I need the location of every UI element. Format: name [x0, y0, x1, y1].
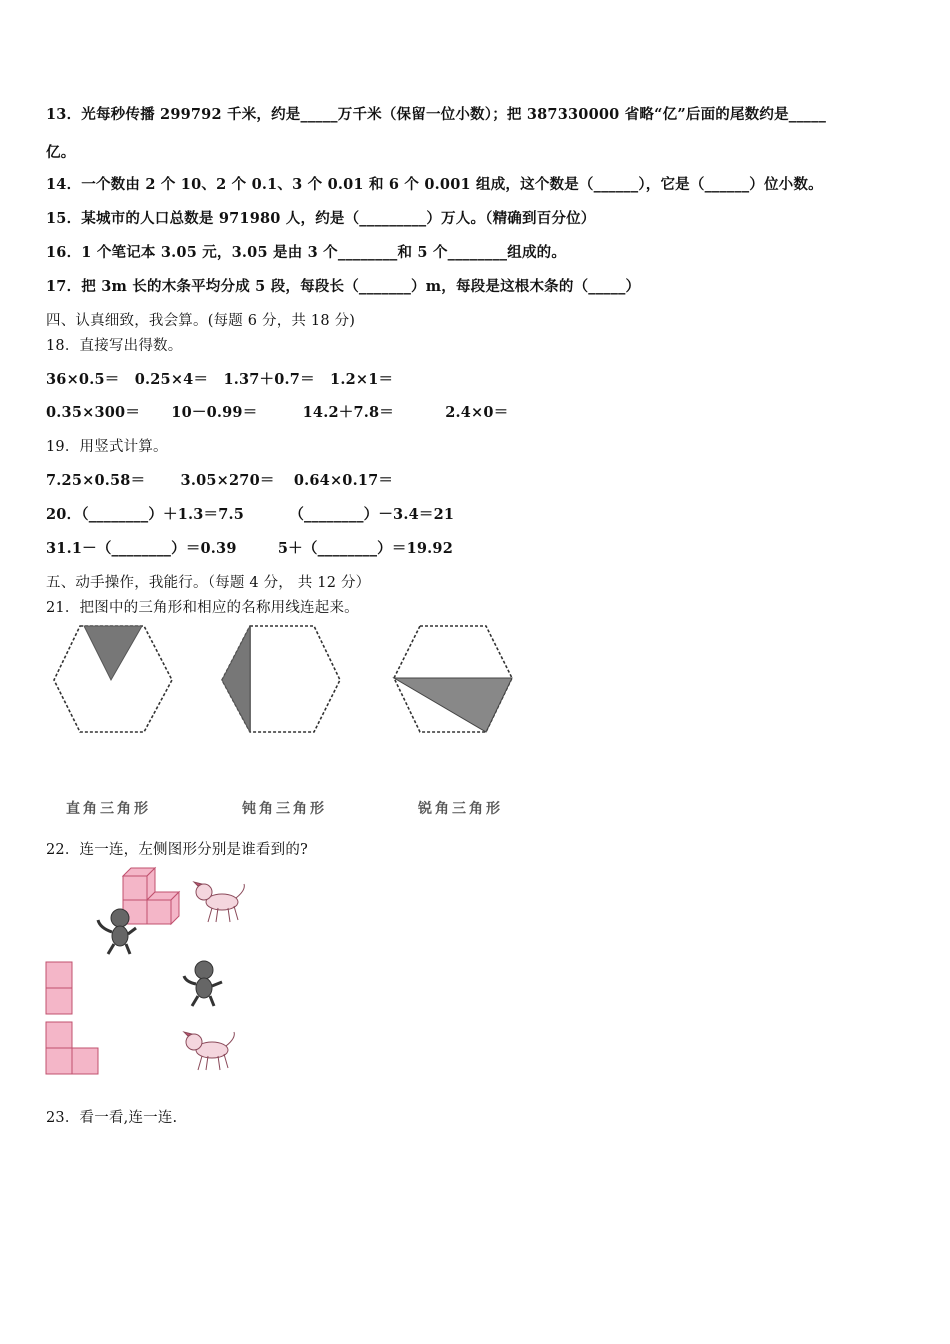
q19-title: 19．用竖式计算。 [46, 439, 168, 455]
q19-expr: 0.64×0.17＝ [293, 472, 394, 489]
hexagon-figure-acute-triangle [388, 622, 518, 734]
label-obtuse-triangle: 钝角三角形 [242, 801, 327, 817]
q17: 17．把 3m 长的木条平均分成 5 段，每段长（_______）m，每段是这根木条的（_____） [46, 278, 641, 295]
q20-expr: 5＋（________）＝19.92 [277, 540, 453, 557]
q23-title: 23．看一看,连一连. [46, 1110, 178, 1126]
q18-expr: 2.4×0＝ [445, 404, 509, 421]
side-view-l-shape [44, 1020, 102, 1076]
q20-expr: 20．（________）＋1.3＝7.5 [46, 506, 245, 523]
q19-expr: 7.25×0.58＝ [46, 472, 146, 489]
q19-expr: 3.05×270＝ [180, 472, 275, 489]
q18-expr: 10－0.99＝ [171, 404, 258, 421]
q18-expr: 36×0.5＝ [46, 371, 120, 388]
q14: 14．一个数由 2 个 10、2 个 0.1、3 个 0.01 和 6 个 0.001 组成，这个数是（______），它是（______）位小数。 [46, 176, 823, 193]
q20-row1 [46, 503, 454, 524]
q18-expr: 14.2＋7.8＝ [302, 404, 394, 421]
q20-expr: （________）－3.4＝21 [289, 506, 455, 523]
hexagon-figure-obtuse-triangle [216, 622, 346, 734]
dog-icon [188, 880, 250, 926]
q20-expr: 31.1－（________）＝0.39 [46, 540, 237, 557]
q15: 15．某城市的人口总数是 971980 人，约是（_________）万人。（精确到百分位） [46, 210, 596, 227]
q19-row [46, 469, 393, 490]
side-view-column [44, 960, 76, 1016]
q18-expr: 0.25×4＝ [134, 371, 209, 388]
dog-icon [180, 1028, 242, 1074]
q13-line2: 亿。 [46, 144, 76, 161]
q21-title: 21．把图中的三角形和相应的名称用线连起来。 [46, 600, 359, 616]
q18-expr: 0.35×300＝ [46, 404, 141, 421]
monkey-icon [92, 906, 140, 956]
section-4-heading: 四、认真细致，我会算。(每题 6 分，共 18 分) [46, 313, 356, 329]
q18-row2 [46, 401, 508, 422]
q18-expr: 1.2×1＝ [330, 371, 394, 388]
hexagon-figure-right-triangle [48, 622, 178, 734]
q16: 16．1 个笔记本 3.05 元，3.05 是由 3 个________和 5 个________组成的。 [46, 244, 567, 261]
q20-row2 [46, 537, 453, 558]
q22-title: 22．连一连，左侧图形分别是谁看到的? [46, 842, 309, 858]
q18-expr: 1.37＋0.7＝ [223, 371, 315, 388]
label-acute-triangle: 锐角三角形 [418, 801, 503, 817]
q18-title: 18．直接写出得数。 [46, 338, 183, 354]
q18-row1 [46, 368, 393, 389]
label-right-triangle: 直角三角形 [66, 801, 151, 817]
monkey-icon [180, 958, 228, 1008]
section-5-heading: 五、动手操作，我能行。（每题 4 分， 共 12 分） [46, 575, 371, 591]
q13-line1: 13．光每秒传播 299792 千米，约是_____万千米（保留一位小数）；把 387330000 省略“亿”后面的尾数约是_____ [46, 106, 827, 123]
